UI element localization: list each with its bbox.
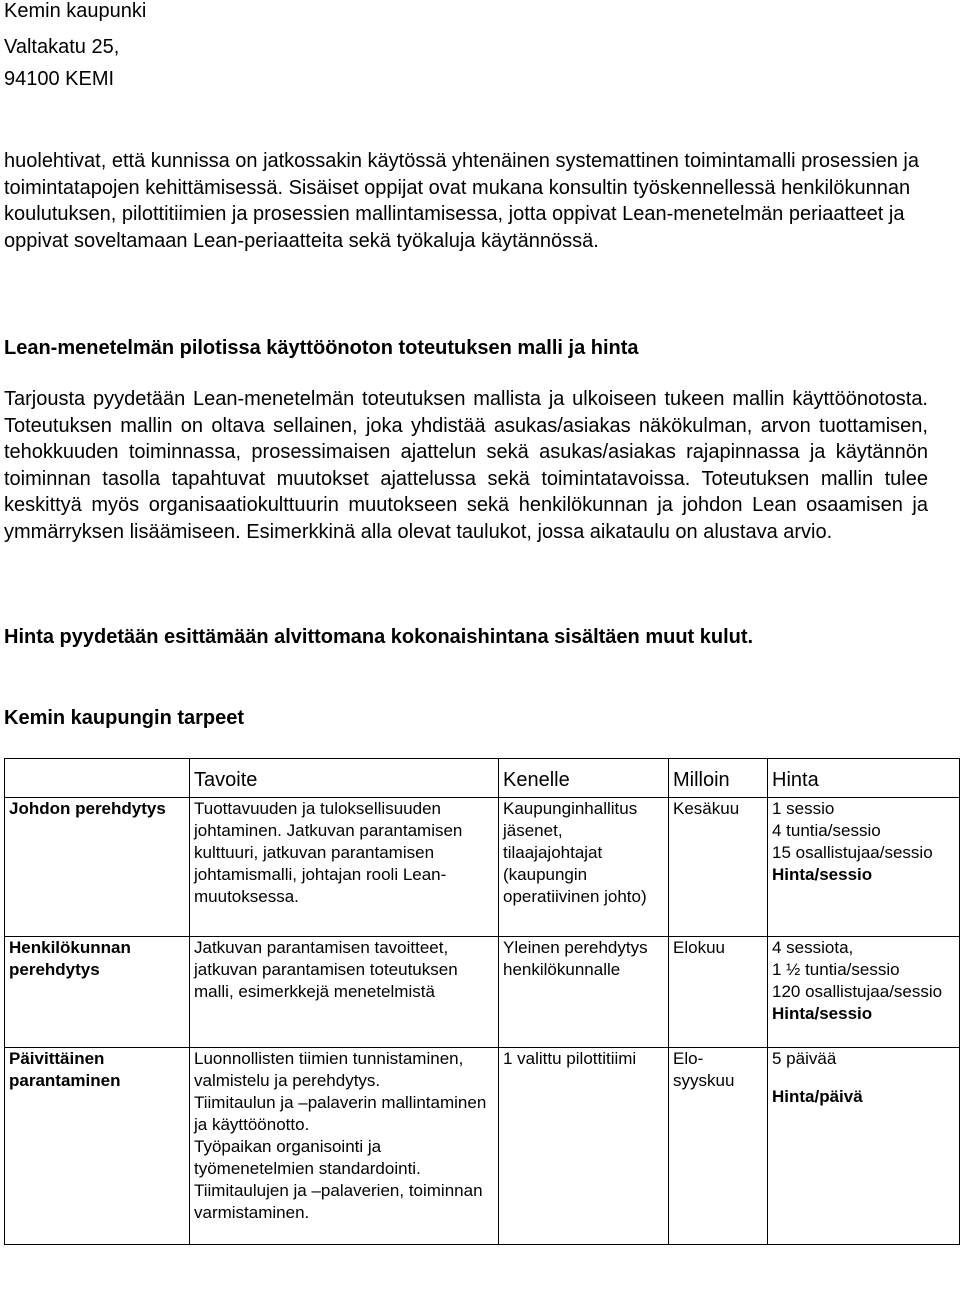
- table-row: [5, 798, 960, 937]
- sender-street: Valtakatu 25,: [4, 36, 120, 58]
- row-label: Henkilökunnan perehdytys: [5, 937, 190, 1048]
- model-paragraph: Tarjousta pyydetään Lean-menetelmän toteutuksen mallista ja ulkoiseen tukeen mallin käyttöönotosta. Toteutuksen mallin on oltava sellainen, joka yhdistää asukas/asiakas näkökulman, arvon tuottamisen, tehokkuuden toiminnassa, prosessimaisen ajattelun sekä asukas/asiakas rajapinnassa ja käytännön toiminnan tasolla tapahtuvat muutokset ajattelussa sekä toimintatavoissa. Toteutuksen mallin tulee keskittyä myös organisaatiokulttuurin muutokseen sekä henkilökunnan ja johdon Lean osaamisen ja ymmärryksen lisäämiseen. Esimerkkinä alla olevat taulukot, jossa aikataulu on alustava arvio.: [4, 388, 928, 543]
- header-when: Milloin: [669, 759, 768, 798]
- table-row: [5, 1048, 960, 1245]
- row-price: 1 sessio 4 tuntia/sessio 15 osallistujaa/sessio Hinta/sessio: [768, 798, 960, 937]
- sender-name: Kemin kaupunki: [4, 0, 147, 22]
- header-goal: Tavoite: [190, 759, 499, 798]
- row-when: Elo-syyskuu: [669, 1048, 768, 1245]
- row-when: Kesäkuu: [669, 798, 768, 937]
- sender-postal: 94100 KEMI: [4, 68, 115, 90]
- row-for-whom: Yleinen perehdytys henkilökunnalle: [499, 937, 669, 1048]
- needs-heading: Kemin kaupungin tarpeet: [4, 707, 245, 729]
- section-heading: Lean-menetelmän pilotissa käyttöönoton toteutuksen malli ja hinta: [4, 337, 639, 359]
- header-price: Hinta: [768, 759, 960, 798]
- row-goal: Jatkuvan parantamisen tavoitteet, jatkuvan parantamisen toteutuksen malli, esimerkkejä menetelmistä: [190, 937, 499, 1048]
- table-row: [5, 937, 960, 1048]
- table-header-row: [5, 759, 960, 798]
- row-price: 5 päivää Hinta/päivä: [768, 1048, 960, 1245]
- header-for-whom: Kenelle: [499, 759, 669, 798]
- row-for-whom: 1 valittu pilottitiimi: [499, 1048, 669, 1245]
- row-when: Elokuu: [669, 937, 768, 1048]
- row-goal: Luonnollisten tiimien tunnistaminen, valmistelu ja perehdytys. Tiimitaulun ja –palaverin mallintaminen ja käyttöönotto. Työpaikan organisointi ja työmenetelmien standardointi. Tiimitaulujen ja –palaverien, toiminnan varmistaminen.: [190, 1048, 499, 1245]
- row-goal: Tuottavuuden ja tuloksellisuuden johtaminen. Jatkuvan parantamisen kulttuuri, jatkuvan parantamisen johtamismalli, johtajan rooli Lean-muutoksessa.: [190, 798, 499, 937]
- header-empty: [5, 759, 190, 798]
- intro-paragraph: huolehtivat, että kunnissa on jatkossakin käytössä yhtenäinen systemattinen toimintamalli prosessien ja toimintatapojen kehittämisessä. Sisäiset oppijat ovat mukana konsultin työskennellessä henkilökunnan koulutuksen, pilottitiimien ja prosessien mallintamisessa, jotta oppivat Lean-menetelmän periaatteet ja oppivat soveltamaan Lean-periaatteita sekä työkaluja käytännössä.: [4, 150, 919, 252]
- row-label: Päivittäinen parantaminen: [5, 1048, 190, 1245]
- row-for-whom: Kaupunginhallitus jäsenet, tilaajajohtajat (kaupungin operatiivinen johto): [499, 798, 669, 937]
- row-label: Johdon perehdytys: [5, 798, 190, 937]
- needs-table: [4, 758, 960, 1245]
- price-note: Hinta pyydetään esittämään alvittomana kokonaishintana sisältäen muut kulut.: [4, 626, 754, 648]
- row-price: 4 sessiota, 1 ½ tuntia/sessio 120 osallistujaa/sessio Hinta/sessio: [768, 937, 960, 1048]
